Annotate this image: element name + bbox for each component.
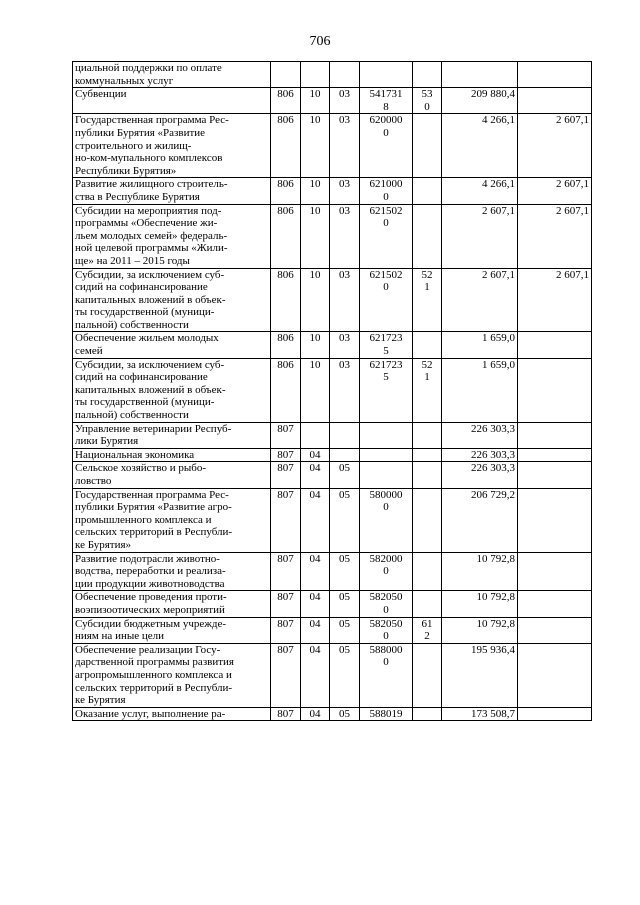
section-code: 04 bbox=[301, 707, 330, 721]
item-name: Субсидии на мероприятия под- программы «Обеспечение жи- льем молодых семей» федераль- ной целевой программы «Жили- ще» на 2011 – 2015 годы bbox=[73, 204, 271, 268]
item-name: Национальная экономика bbox=[73, 448, 271, 462]
target-article-code: 582050 0 bbox=[360, 591, 413, 617]
table-row bbox=[73, 448, 592, 462]
subsection-code: 03 bbox=[330, 178, 360, 204]
ministry-code: 807 bbox=[271, 591, 301, 617]
expense-type-code bbox=[413, 332, 442, 358]
ministry-code bbox=[271, 62, 301, 88]
target-article-code bbox=[360, 422, 413, 448]
section-code: 04 bbox=[301, 488, 330, 552]
amount-federal bbox=[518, 591, 592, 617]
section-code: 04 bbox=[301, 591, 330, 617]
target-article-code bbox=[360, 448, 413, 462]
subsection-code: 03 bbox=[330, 268, 360, 332]
target-article-code: 621000 0 bbox=[360, 178, 413, 204]
subsection-code bbox=[330, 422, 360, 448]
ministry-code: 807 bbox=[271, 488, 301, 552]
item-name: Субвенции bbox=[73, 88, 271, 114]
target-article-code bbox=[360, 62, 413, 88]
amount-total: 1 659,0 bbox=[442, 332, 518, 358]
amount-total: 206 729,2 bbox=[442, 488, 518, 552]
amount-federal bbox=[518, 643, 592, 707]
amount-federal bbox=[518, 488, 592, 552]
ministry-code: 807 bbox=[271, 707, 301, 721]
amount-total: 173 508,7 bbox=[442, 707, 518, 721]
table-row bbox=[73, 114, 592, 178]
item-name: Субсидии, за исключением суб- сидий на софинансирование капитальных вложений в объек- ты государственной (муници- пальной) собственности bbox=[73, 268, 271, 332]
table-row bbox=[73, 204, 592, 268]
amount-federal bbox=[518, 62, 592, 88]
target-article-code: 621723 5 bbox=[360, 358, 413, 422]
item-name: Обеспечение реализации Госу- дарственной программы развития агропромышленного комплекса и сельских территорий в Республи- ке Бурятия bbox=[73, 643, 271, 707]
item-name: Государственная программа Рес- публики Бурятия «Развитие строительного и жилищ- но-ком-мупального комплексов Республики Бурятия» bbox=[73, 114, 271, 178]
item-name: циальной поддержки по оплате коммунальных услуг bbox=[73, 62, 271, 88]
table-row bbox=[73, 422, 592, 448]
amount-federal bbox=[518, 462, 592, 488]
item-name: Сельское хозяйство и рыбо- ловство bbox=[73, 462, 271, 488]
expense-type-code bbox=[413, 488, 442, 552]
expense-type-code bbox=[413, 462, 442, 488]
ministry-code: 806 bbox=[271, 358, 301, 422]
item-name: Государственная программа Рес- публики Бурятия «Развитие агро- промышленного комплекса и сельских территорий в Республи- ке Бурятия» bbox=[73, 488, 271, 552]
amount-total: 209 880,4 bbox=[442, 88, 518, 114]
table-row bbox=[73, 707, 592, 721]
amount-federal: 2 607,1 bbox=[518, 204, 592, 268]
amount-total: 1 659,0 bbox=[442, 358, 518, 422]
expense-type-code bbox=[413, 422, 442, 448]
amount-total: 4 266,1 bbox=[442, 114, 518, 178]
section-code: 04 bbox=[301, 552, 330, 591]
target-article-code: 588000 0 bbox=[360, 643, 413, 707]
section-code bbox=[301, 62, 330, 88]
expense-type-code bbox=[413, 114, 442, 178]
item-name: Развитие подотрасли животно- водства, переработки и реализа- ции продукции животноводства bbox=[73, 552, 271, 591]
section-code bbox=[301, 422, 330, 448]
subsection-code: 03 bbox=[330, 332, 360, 358]
expense-type-code bbox=[413, 178, 442, 204]
amount-federal bbox=[518, 422, 592, 448]
table-row bbox=[73, 268, 592, 332]
table-row bbox=[73, 88, 592, 114]
expense-type-code: 52 1 bbox=[413, 268, 442, 332]
item-name: Субсидии бюджетным учрежде- ниям на иные цели bbox=[73, 617, 271, 643]
expense-type-code: 53 0 bbox=[413, 88, 442, 114]
target-article-code: 621502 0 bbox=[360, 268, 413, 332]
section-code: 10 bbox=[301, 88, 330, 114]
item-name: Управление ветеринарии Респуб- лики Бурятия bbox=[73, 422, 271, 448]
subsection-code: 05 bbox=[330, 488, 360, 552]
subsection-code: 03 bbox=[330, 204, 360, 268]
section-code: 04 bbox=[301, 448, 330, 462]
subsection-code: 05 bbox=[330, 617, 360, 643]
subsection-code: 05 bbox=[330, 591, 360, 617]
amount-federal: 2 607,1 bbox=[518, 114, 592, 178]
table-row bbox=[73, 643, 592, 707]
subsection-code: 05 bbox=[330, 643, 360, 707]
table-row bbox=[73, 332, 592, 358]
amount-total: 4 266,1 bbox=[442, 178, 518, 204]
amount-federal bbox=[518, 88, 592, 114]
item-name: Обеспечение проведения проти- воэпизоотических мероприятий bbox=[73, 591, 271, 617]
subsection-code bbox=[330, 448, 360, 462]
expense-type-code bbox=[413, 552, 442, 591]
page-number: 706 bbox=[309, 34, 331, 49]
item-name: Оказание услуг, выполнение ра- bbox=[73, 707, 271, 721]
subsection-code: 05 bbox=[330, 707, 360, 721]
ministry-code: 807 bbox=[271, 422, 301, 448]
expense-type-code bbox=[413, 643, 442, 707]
section-code: 10 bbox=[301, 114, 330, 178]
amount-federal bbox=[518, 617, 592, 643]
ministry-code: 807 bbox=[271, 448, 301, 462]
amount-total bbox=[442, 62, 518, 88]
target-article-code: 621502 0 bbox=[360, 204, 413, 268]
target-article-code: 541731 8 bbox=[360, 88, 413, 114]
amount-federal bbox=[518, 552, 592, 591]
target-article-code: 582000 0 bbox=[360, 552, 413, 591]
amount-total: 2 607,1 bbox=[442, 268, 518, 332]
expense-type-code: 52 1 bbox=[413, 358, 442, 422]
ministry-code: 806 bbox=[271, 88, 301, 114]
ministry-code: 806 bbox=[271, 178, 301, 204]
subsection-code: 05 bbox=[330, 552, 360, 591]
amount-federal bbox=[518, 332, 592, 358]
amount-total: 195 936,4 bbox=[442, 643, 518, 707]
expense-type-code bbox=[413, 707, 442, 721]
table-row bbox=[73, 462, 592, 488]
expense-type-code: 61 2 bbox=[413, 617, 442, 643]
ministry-code: 807 bbox=[271, 617, 301, 643]
ministry-code: 806 bbox=[271, 332, 301, 358]
amount-federal bbox=[518, 448, 592, 462]
expense-type-code bbox=[413, 591, 442, 617]
section-code: 10 bbox=[301, 204, 330, 268]
table-row bbox=[73, 552, 592, 591]
amount-total: 10 792,8 bbox=[442, 591, 518, 617]
budget-table bbox=[72, 61, 592, 721]
subsection-code: 05 bbox=[330, 462, 360, 488]
section-code: 04 bbox=[301, 462, 330, 488]
table-row bbox=[73, 591, 592, 617]
item-name: Субсидии, за исключением суб- сидий на софинансирование капитальных вложений в объек- ты государственной (муници- пальной) собственности bbox=[73, 358, 271, 422]
ministry-code: 807 bbox=[271, 643, 301, 707]
item-name: Развитие жилищного строитель- ства в Республике Бурятия bbox=[73, 178, 271, 204]
table-row bbox=[73, 358, 592, 422]
amount-total: 226 303,3 bbox=[442, 448, 518, 462]
table-body bbox=[73, 62, 592, 721]
table-row bbox=[73, 488, 592, 552]
section-code: 10 bbox=[301, 178, 330, 204]
amount-total: 2 607,1 bbox=[442, 204, 518, 268]
ministry-code: 807 bbox=[271, 462, 301, 488]
table-row bbox=[73, 617, 592, 643]
target-article-code: 621723 5 bbox=[360, 332, 413, 358]
expense-type-code bbox=[413, 448, 442, 462]
table-row bbox=[73, 62, 592, 88]
ministry-code: 807 bbox=[271, 552, 301, 591]
section-code: 10 bbox=[301, 268, 330, 332]
section-code: 10 bbox=[301, 358, 330, 422]
table-row bbox=[73, 178, 592, 204]
target-article-code: 588019 bbox=[360, 707, 413, 721]
amount-total: 226 303,3 bbox=[442, 422, 518, 448]
expense-type-code bbox=[413, 204, 442, 268]
ministry-code: 806 bbox=[271, 204, 301, 268]
amount-total: 226 303,3 bbox=[442, 462, 518, 488]
amount-total: 10 792,8 bbox=[442, 617, 518, 643]
subsection-code: 03 bbox=[330, 114, 360, 178]
subsection-code bbox=[330, 62, 360, 88]
expense-type-code bbox=[413, 62, 442, 88]
amount-total: 10 792,8 bbox=[442, 552, 518, 591]
amount-federal bbox=[518, 707, 592, 721]
subsection-code: 03 bbox=[330, 358, 360, 422]
ministry-code: 806 bbox=[271, 114, 301, 178]
section-code: 10 bbox=[301, 332, 330, 358]
subsection-code: 03 bbox=[330, 88, 360, 114]
target-article-code: 582050 0 bbox=[360, 617, 413, 643]
amount-federal bbox=[518, 358, 592, 422]
target-article-code bbox=[360, 462, 413, 488]
section-code: 04 bbox=[301, 643, 330, 707]
target-article-code: 580000 0 bbox=[360, 488, 413, 552]
amount-federal: 2 607,1 bbox=[518, 268, 592, 332]
section-code: 04 bbox=[301, 617, 330, 643]
amount-federal: 2 607,1 bbox=[518, 178, 592, 204]
target-article-code: 620000 0 bbox=[360, 114, 413, 178]
item-name: Обеспечение жильем молодых семей bbox=[73, 332, 271, 358]
ministry-code: 806 bbox=[271, 268, 301, 332]
